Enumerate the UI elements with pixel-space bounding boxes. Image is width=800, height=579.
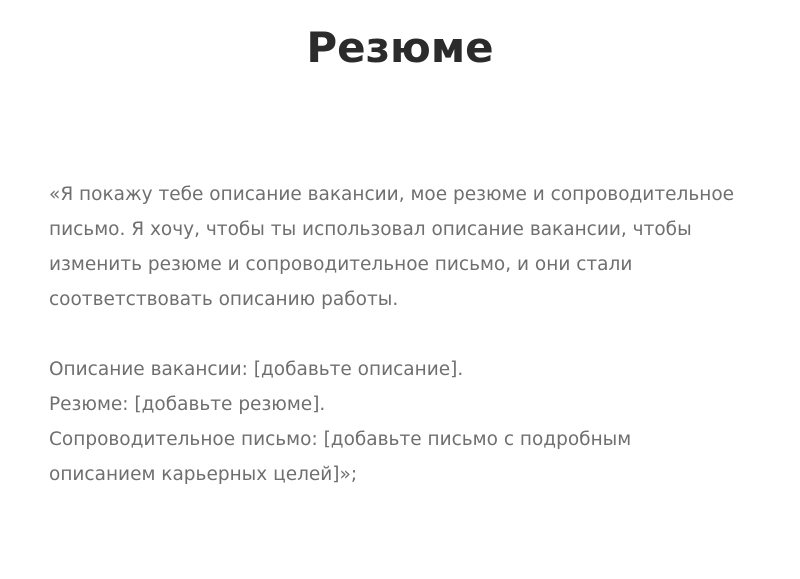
intro-paragraph bbox=[49, 177, 769, 317]
paragraph-spacer bbox=[49, 317, 769, 352]
intro-line: соответствовать описанию работы. bbox=[49, 289, 399, 310]
field-cover-letter-continued: описанием карьерных целей]»; bbox=[49, 464, 358, 485]
page-title: Резюме bbox=[306, 23, 494, 72]
intro-line: изменить резюме и сопроводительное письмо, и они стали bbox=[49, 254, 633, 275]
field-cover-letter: Сопроводительное письмо: [добавьте письмо с подробным bbox=[49, 429, 632, 450]
field-job-description: Описание вакансии: [добавьте описание]. bbox=[49, 359, 464, 380]
intro-line: «Я покажу тебе описание вакансии, мое резюме и сопроводительное bbox=[49, 184, 735, 205]
field-resume: Резюме: [добавьте резюме]. bbox=[49, 394, 326, 415]
intro-line: письмо. Я хочу, чтобы ты использовал описание вакансии, чтобы bbox=[49, 219, 692, 240]
prompt-text bbox=[49, 177, 769, 492]
fields-paragraph bbox=[49, 352, 769, 492]
